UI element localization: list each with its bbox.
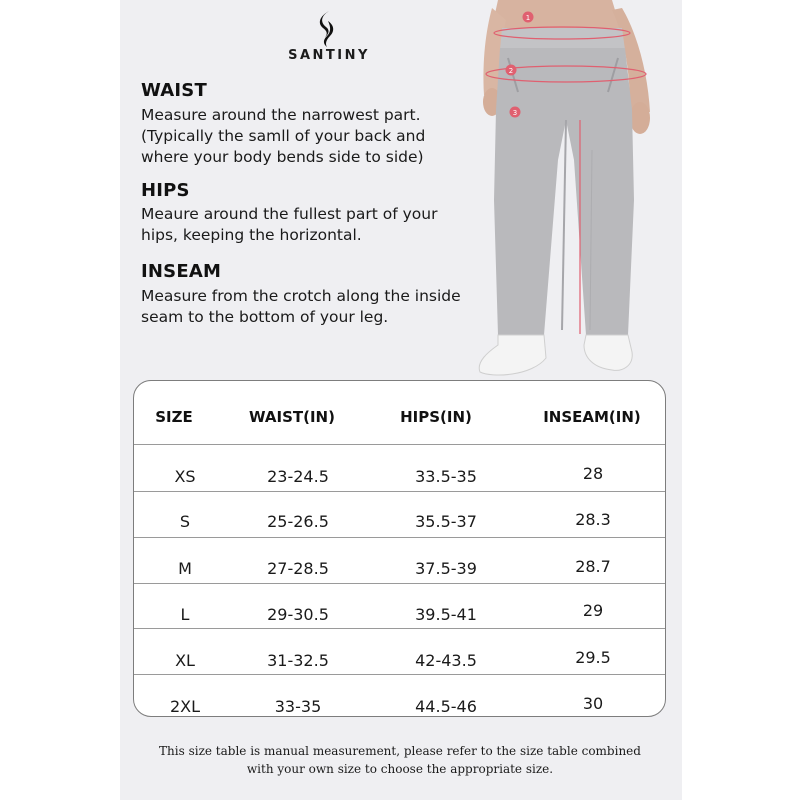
left-sneaker (479, 335, 546, 375)
table-cell-size: S (179, 512, 191, 531)
size-table (133, 380, 666, 717)
marker-3-label: 3 (512, 109, 518, 117)
table-cell-size: XS (174, 467, 196, 486)
table-cell-size: L (180, 605, 190, 624)
waist-description: Measure around the narrowest part. (Typically the samll of your back and where your body bends side to side) (141, 106, 426, 166)
table-divider (134, 537, 665, 538)
header-size: SIZE (155, 408, 193, 426)
hips-description: Meaure around the fullest part of your hips, keeping the horizontal. (141, 205, 438, 244)
marker-2-label: 2 (508, 67, 514, 75)
table-cell-hips: 35.5-37 (415, 512, 477, 531)
right-sneaker (584, 335, 632, 370)
table-cell-inseam: 29.5 (575, 648, 611, 667)
pants-model-figure (462, 0, 682, 385)
size-table-footnote: This size table is manual measurement, please refer to the size table combined with your own size to choose the appropriate size. (159, 744, 641, 776)
table-cell-hips: 37.5-39 (415, 559, 477, 578)
table-cell-size: XL (175, 651, 195, 670)
waist-heading: WAIST (141, 80, 207, 101)
table-cell-inseam: 28.3 (575, 510, 611, 529)
table-cell-hips: 42-43.5 (415, 651, 477, 670)
table-divider (134, 674, 665, 675)
header-inseam: INSEAM(IN) (543, 408, 641, 426)
table-cell-inseam: 29 (582, 601, 604, 620)
right-hand (630, 102, 650, 134)
table-cell-waist: 31-32.5 (267, 651, 329, 670)
s-flame-logo-icon (316, 10, 338, 48)
table-cell-inseam: 28 (582, 464, 604, 483)
table-cell-waist: 23-24.5 (267, 467, 329, 486)
table-cell-inseam: 28.7 (575, 557, 611, 576)
table-divider (134, 583, 665, 584)
table-divider (134, 444, 665, 445)
table-divider (134, 491, 665, 492)
hips-heading: HIPS (141, 180, 190, 201)
brand-name: SANTINY (288, 48, 370, 63)
table-cell-size: 2XL (169, 697, 201, 716)
inseam-description: Measure from the crotch along the inside seam to the bottom of your leg. (141, 287, 461, 326)
table-cell-inseam: 30 (582, 694, 604, 713)
table-cell-waist: 27-28.5 (267, 559, 329, 578)
marker-1-label: 1 (525, 14, 531, 22)
torso-skin (492, 0, 620, 30)
table-cell-hips: 33.5-35 (415, 467, 477, 486)
table-cell-hips: 39.5-41 (415, 605, 477, 624)
table-cell-hips: 44.5-46 (415, 697, 477, 716)
header-waist: WAIST(IN) (249, 408, 335, 426)
table-cell-waist: 33-35 (274, 697, 322, 716)
table-cell-waist: 29-30.5 (267, 605, 329, 624)
table-cell-size: M (178, 559, 192, 578)
header-hips: HIPS(IN) (400, 408, 472, 426)
table-divider (134, 628, 665, 629)
table-cell-waist: 25-26.5 (267, 512, 329, 531)
inseam-heading: INSEAM (141, 261, 222, 282)
